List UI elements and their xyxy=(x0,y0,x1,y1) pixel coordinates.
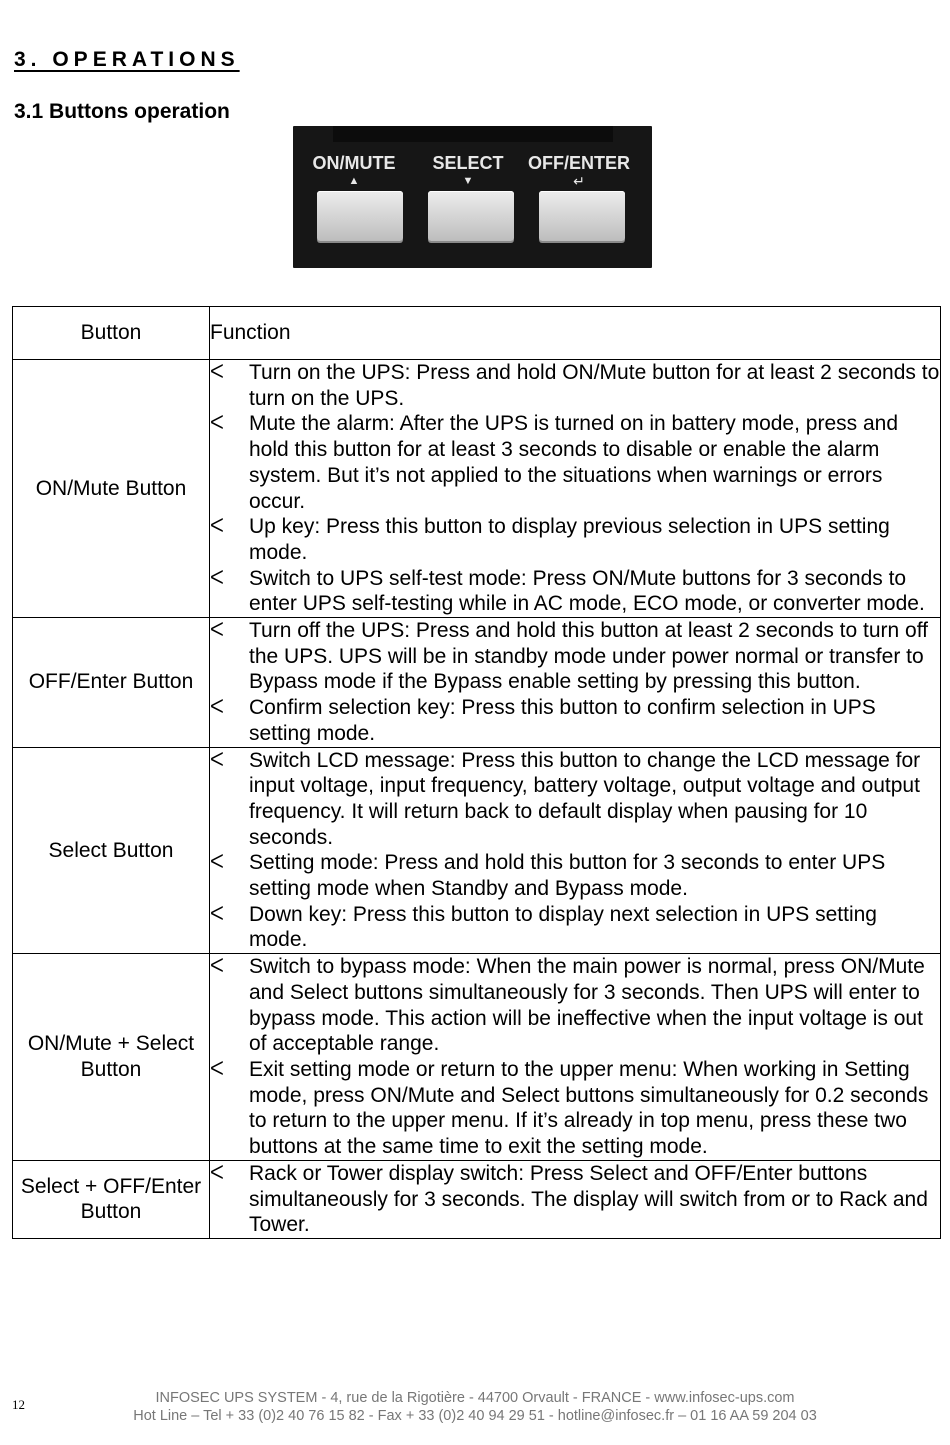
up-arrow-icon: ▲ xyxy=(348,175,360,187)
function-item xyxy=(210,1161,940,1238)
bullet-arrow-icon: ᐸ xyxy=(210,620,224,642)
function-item xyxy=(210,748,940,851)
function-item xyxy=(210,902,940,953)
function-text: Exit setting mode or return to the upper menu: When working in Setting mode, press ON/Mute and Select buttons simultaneously for 0.2 seconds to return to the upper menu. If it’s already in top menu, press these two buttons at the same time to exit the setting mode. xyxy=(249,1057,929,1159)
footer-contact: Hot Line – Tel + 33 (0)2 40 76 15 82 - Fax + 33 (0)2 40 94 29 51 - hotline@infosec.fr – 01 16 AA 59 204 03 xyxy=(133,1408,817,1424)
button-name-cell: ON/Mute Button xyxy=(13,360,210,618)
table-row xyxy=(13,618,941,748)
function-list xyxy=(210,748,940,954)
bullet-arrow-icon: ᐸ xyxy=(210,516,224,538)
bullet-arrow-icon: ᐸ xyxy=(210,1162,224,1184)
function-item xyxy=(210,360,940,411)
enter-arrow-icon: ↵ xyxy=(573,173,585,189)
function-item xyxy=(210,514,940,565)
function-text: Mute the alarm: After the UPS is turned on in battery mode, press and hold this button for at least 3 seconds to disable or enable the alarm system. But it’s not applied to the situations when warnings or errors occur. xyxy=(249,412,899,513)
header-function: Function xyxy=(210,307,941,360)
function-text: Switch LCD message: Press this button to change the LCD message for input voltage, input frequency, battery voltage, output voltage and output frequency. It will return back to default display when pausing for 10 seconds. xyxy=(249,748,921,849)
header-button: Button xyxy=(13,307,210,360)
function-item xyxy=(210,566,940,617)
table-row xyxy=(13,747,941,954)
function-list xyxy=(210,618,940,747)
function-text: Turn on the UPS: Press and hold ON/Mute button for at least 2 seconds to turn on the UPS. xyxy=(249,361,940,410)
select-label: SELECT xyxy=(432,153,504,173)
function-cell xyxy=(210,954,941,1161)
bullet-arrow-icon: ᐸ xyxy=(210,1058,224,1080)
bullet-arrow-icon: ᐸ xyxy=(210,567,224,589)
table-row xyxy=(13,1160,941,1238)
function-cell xyxy=(210,747,941,954)
function-item xyxy=(210,850,940,901)
bullet-arrow-icon: ᐸ xyxy=(210,749,224,771)
table-row xyxy=(13,954,941,1161)
button-name-cell: OFF/Enter Button xyxy=(13,618,210,748)
function-text: Turn off the UPS: Press and hold this button at least 2 seconds to turn off the UPS. UPS will be in standby mode under power normal or transfer to Bypass mode if the Bypass enable setting by pressing this button. xyxy=(249,619,929,694)
function-text: Rack or Tower display switch: Press Select and OFF/Enter buttons simultaneously for 3 seconds. The display will switch from or to Rack and Tower. xyxy=(249,1161,928,1237)
function-text: Down key: Press this button to display next selection in UPS setting mode. xyxy=(249,902,877,952)
function-list xyxy=(210,1161,940,1238)
function-text: Setting mode: Press and hold this button for 3 seconds to enter UPS setting mode when Standby and Bypass mode. xyxy=(249,851,886,901)
function-text: Confirm selection key: Press this button to confirm selection in UPS setting mode. xyxy=(249,696,876,745)
button-name-cell: Select Button xyxy=(13,747,210,954)
on-mute-label: ON/MUTE xyxy=(312,153,396,173)
bullet-arrow-icon: ᐸ xyxy=(210,697,224,719)
off-enter-physical-button xyxy=(539,191,625,241)
page-number: 12 xyxy=(12,1397,25,1412)
table-header-row xyxy=(13,307,941,360)
buttons-operation-table xyxy=(12,306,941,1239)
bullet-arrow-icon: ᐸ xyxy=(210,956,224,978)
table-row xyxy=(13,360,941,618)
function-list xyxy=(210,360,940,617)
function-text: Switch to bypass mode: When the main power is normal, press ON/Mute and Select buttons simultaneously for 3 seconds. Then UPS will enter to bypass mode. This action will be ineffective when the input voltage is out of acceptable range. xyxy=(249,955,925,1056)
function-item xyxy=(210,618,940,695)
bullet-arrow-icon: ᐸ xyxy=(210,903,224,925)
panel-display-strip xyxy=(333,126,613,142)
bullet-arrow-icon: ᐸ xyxy=(210,413,224,435)
button-name-cell: Select + OFF/Enter Button xyxy=(13,1160,210,1238)
function-list xyxy=(210,954,940,1160)
function-cell xyxy=(210,1160,941,1238)
select-physical-button xyxy=(428,191,514,241)
front-panel-photo xyxy=(293,126,652,268)
section-title: 3. OPERATIONS xyxy=(14,48,240,71)
function-item xyxy=(210,954,940,1057)
function-cell xyxy=(210,360,941,618)
function-item xyxy=(210,695,940,746)
off-enter-label: OFF/ENTER xyxy=(528,153,630,173)
footer-address: INFOSEC UPS SYSTEM - 4, rue de la Rigotière - 44700 Orvault - FRANCE - www.infosec-ups.com xyxy=(155,1390,795,1406)
function-text: Switch to UPS self-test mode: Press ON/Mute buttons for 3 seconds to enter UPS self-testing while in AC mode, ECO mode, or converter mode. xyxy=(249,566,925,616)
button-name-cell: ON/Mute + Select Button xyxy=(13,954,210,1161)
on-mute-physical-button xyxy=(317,191,403,241)
bullet-arrow-icon: ᐸ xyxy=(210,852,224,874)
function-item xyxy=(210,411,940,514)
function-item xyxy=(210,1057,940,1160)
subsection-title: 3.1 Buttons operation xyxy=(14,100,230,123)
bullet-arrow-icon: ᐸ xyxy=(210,362,224,383)
down-arrow-icon: ▼ xyxy=(462,175,474,187)
function-text: Up key: Press this button to display previous selection in UPS setting mode. xyxy=(249,515,890,564)
function-cell xyxy=(210,618,941,748)
